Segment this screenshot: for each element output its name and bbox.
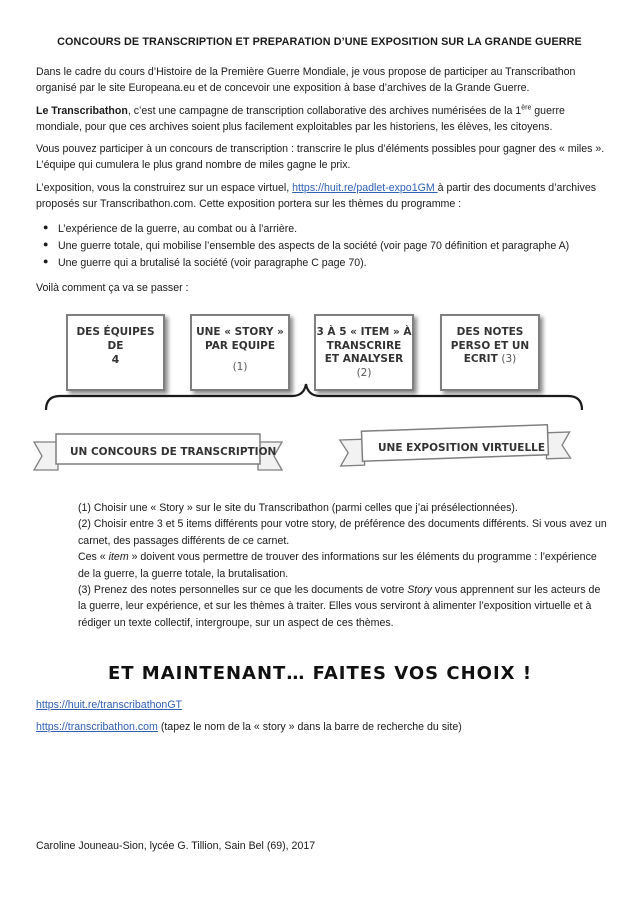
card-story-line1: UNE « STORY »: [196, 326, 284, 338]
banner-transcription-contest: UN CONCOURS DE TRANSCRIPTION: [70, 446, 277, 458]
bullet-icon: ●: [43, 222, 49, 232]
card-items-line3: ET ANALYSER: [324, 353, 404, 366]
ordinal-superscript: ère: [521, 104, 532, 112]
footnote-text: » doivent vous permettre de trouver des informations sur les éléments du programme : l’expérience de la guerre, la guerre totale, la brutalisation.: [78, 551, 597, 580]
bullet-text: Une guerre totale, qui mobilise l’ensemble des aspects de la société (voir page 70 définition et paragraphe A): [58, 240, 570, 252]
footnote-2: (2) Choisir entre 3 et 5 items différents pour votre story, de préférence des documents différents. Si vous avez un carnet, des passages différents de ce carnet.: [78, 518, 607, 547]
link-hint: (tapez le nom de la « story » dans la barre de recherche du site): [157, 721, 462, 733]
card-teams-line2: DE: [107, 339, 124, 352]
intro-paragraph: Dans le cadre du cours d’Histoire de la Première Guerre Mondiale, je vous propose de participer au Transcribathon organisé par le site Europeana.eu et de concevoir une exposition à base d’archives de la Grande Guerre.: [36, 66, 576, 95]
card-teams-line1: DES ÉQUIPES: [76, 326, 155, 338]
exhibition-text-end: à partir des documents d’archives proposés sur Transcribathon.com. Cette exposition portera sur les thèmes du programme :: [36, 182, 597, 211]
card-teams-line3: 4: [111, 353, 120, 367]
card-items-line2: TRANSCRIRE: [326, 339, 402, 352]
card-notes-note-ref: (3): [501, 353, 517, 366]
document-title: CONCOURS DE TRANSCRIPTION ET PREPARATION D’UNE EXPOSITION SUR LA GRANDE GUERRE: [57, 36, 582, 48]
footer-credit: Caroline Jouneau-Sion, lycée G. Tillion, Sain Bel (69), 2017: [36, 840, 316, 852]
link-line-1: [36, 697, 182, 713]
how-it-works-label: Voilà comment ça va se passer :: [36, 282, 189, 294]
bullet-text: L’expérience de la guerre, au combat ou à l’arrière.: [58, 223, 298, 235]
card-teams: [66, 314, 165, 391]
footnote-italic-story: Story: [407, 584, 432, 597]
transcribathon-term: Le Transcribathon: [36, 105, 128, 117]
transcribathon-text: , c’est une campagne de transcription collaborative des archives numérisées de la 1: [127, 105, 522, 117]
card-items-note-ref: (2): [356, 366, 372, 379]
footnote-italic-item: item: [108, 551, 129, 564]
bullet-text: Une guerre qui a brutalisé la société (voir paragraphe C page 70).: [58, 257, 367, 269]
footnote-text: Ces «: [78, 551, 109, 564]
card-story-note-ref: (1): [232, 361, 248, 374]
bullet-icon: ●: [43, 239, 49, 249]
card-notes: [440, 314, 540, 391]
footnote-3: [78, 582, 610, 631]
contest-paragraph: Vous pouvez participer à un concours de transcription : transcrire le plus d’éléments possibles pour gagner des « miles ». L’équipe qui cumulera le plus grand nombre de miles gagne le prix.: [36, 143, 605, 172]
footnote-text: (3) Prenez des notes personnelles sur ce que les documents de votre: [78, 584, 408, 597]
card-notes-line1: DES NOTES: [456, 326, 524, 338]
padlet-link[interactable]: https://huit.re/padlet-expo1GM: [292, 182, 438, 194]
footnote-1: (1) Choisir une « Story » sur le site du Transcribathon (parmi celles que j’ai présélectionnées).: [78, 502, 518, 514]
transcribathon-text-end: guerre mondiale, pour que ces archives soient plus facilement exploitables par les historiens, les élèves, les citoyens.: [36, 105, 565, 134]
transcribathon-site-link[interactable]: https://transcribathon.com: [36, 721, 158, 733]
banner-virtual-exhibition: UNE EXPOSITION VIRTUELLE: [378, 442, 546, 454]
link-line-2: [36, 719, 462, 735]
footnotes-block: [78, 500, 610, 631]
footnote-2-continued: [78, 549, 610, 582]
call-to-action-heading: ET MAINTENANT… FAITES VOS CHOIX !: [107, 663, 533, 684]
bullet-icon: ●: [43, 256, 49, 266]
exhibition-text: L’exposition, vous la construirez sur un espace virtuel,: [36, 182, 293, 194]
card-items-line1: 3 À 5 « ITEM » À: [316, 326, 412, 338]
card-story: [190, 314, 290, 391]
footnote-text: vous apprennent sur les acteurs de la guerre, leur expérience, et sur les thèmes à traiter. Elles vous serviront à alimenter l’exposition virtuelle et à rédiger un texte collectif, intergroupe, sur un aspect de ces thèmes.: [78, 584, 601, 629]
card-notes-line2: PERSO ET UN: [450, 339, 530, 352]
card-notes-line3: ECRIT: [463, 353, 498, 366]
card-items: [314, 314, 414, 391]
card-story-line2: PAR EQUIPE: [205, 339, 275, 352]
transcribathon-gt-link[interactable]: https://huit.re/transcribathonGT: [36, 699, 183, 711]
card-notes-line3-wrap: [442, 353, 538, 367]
